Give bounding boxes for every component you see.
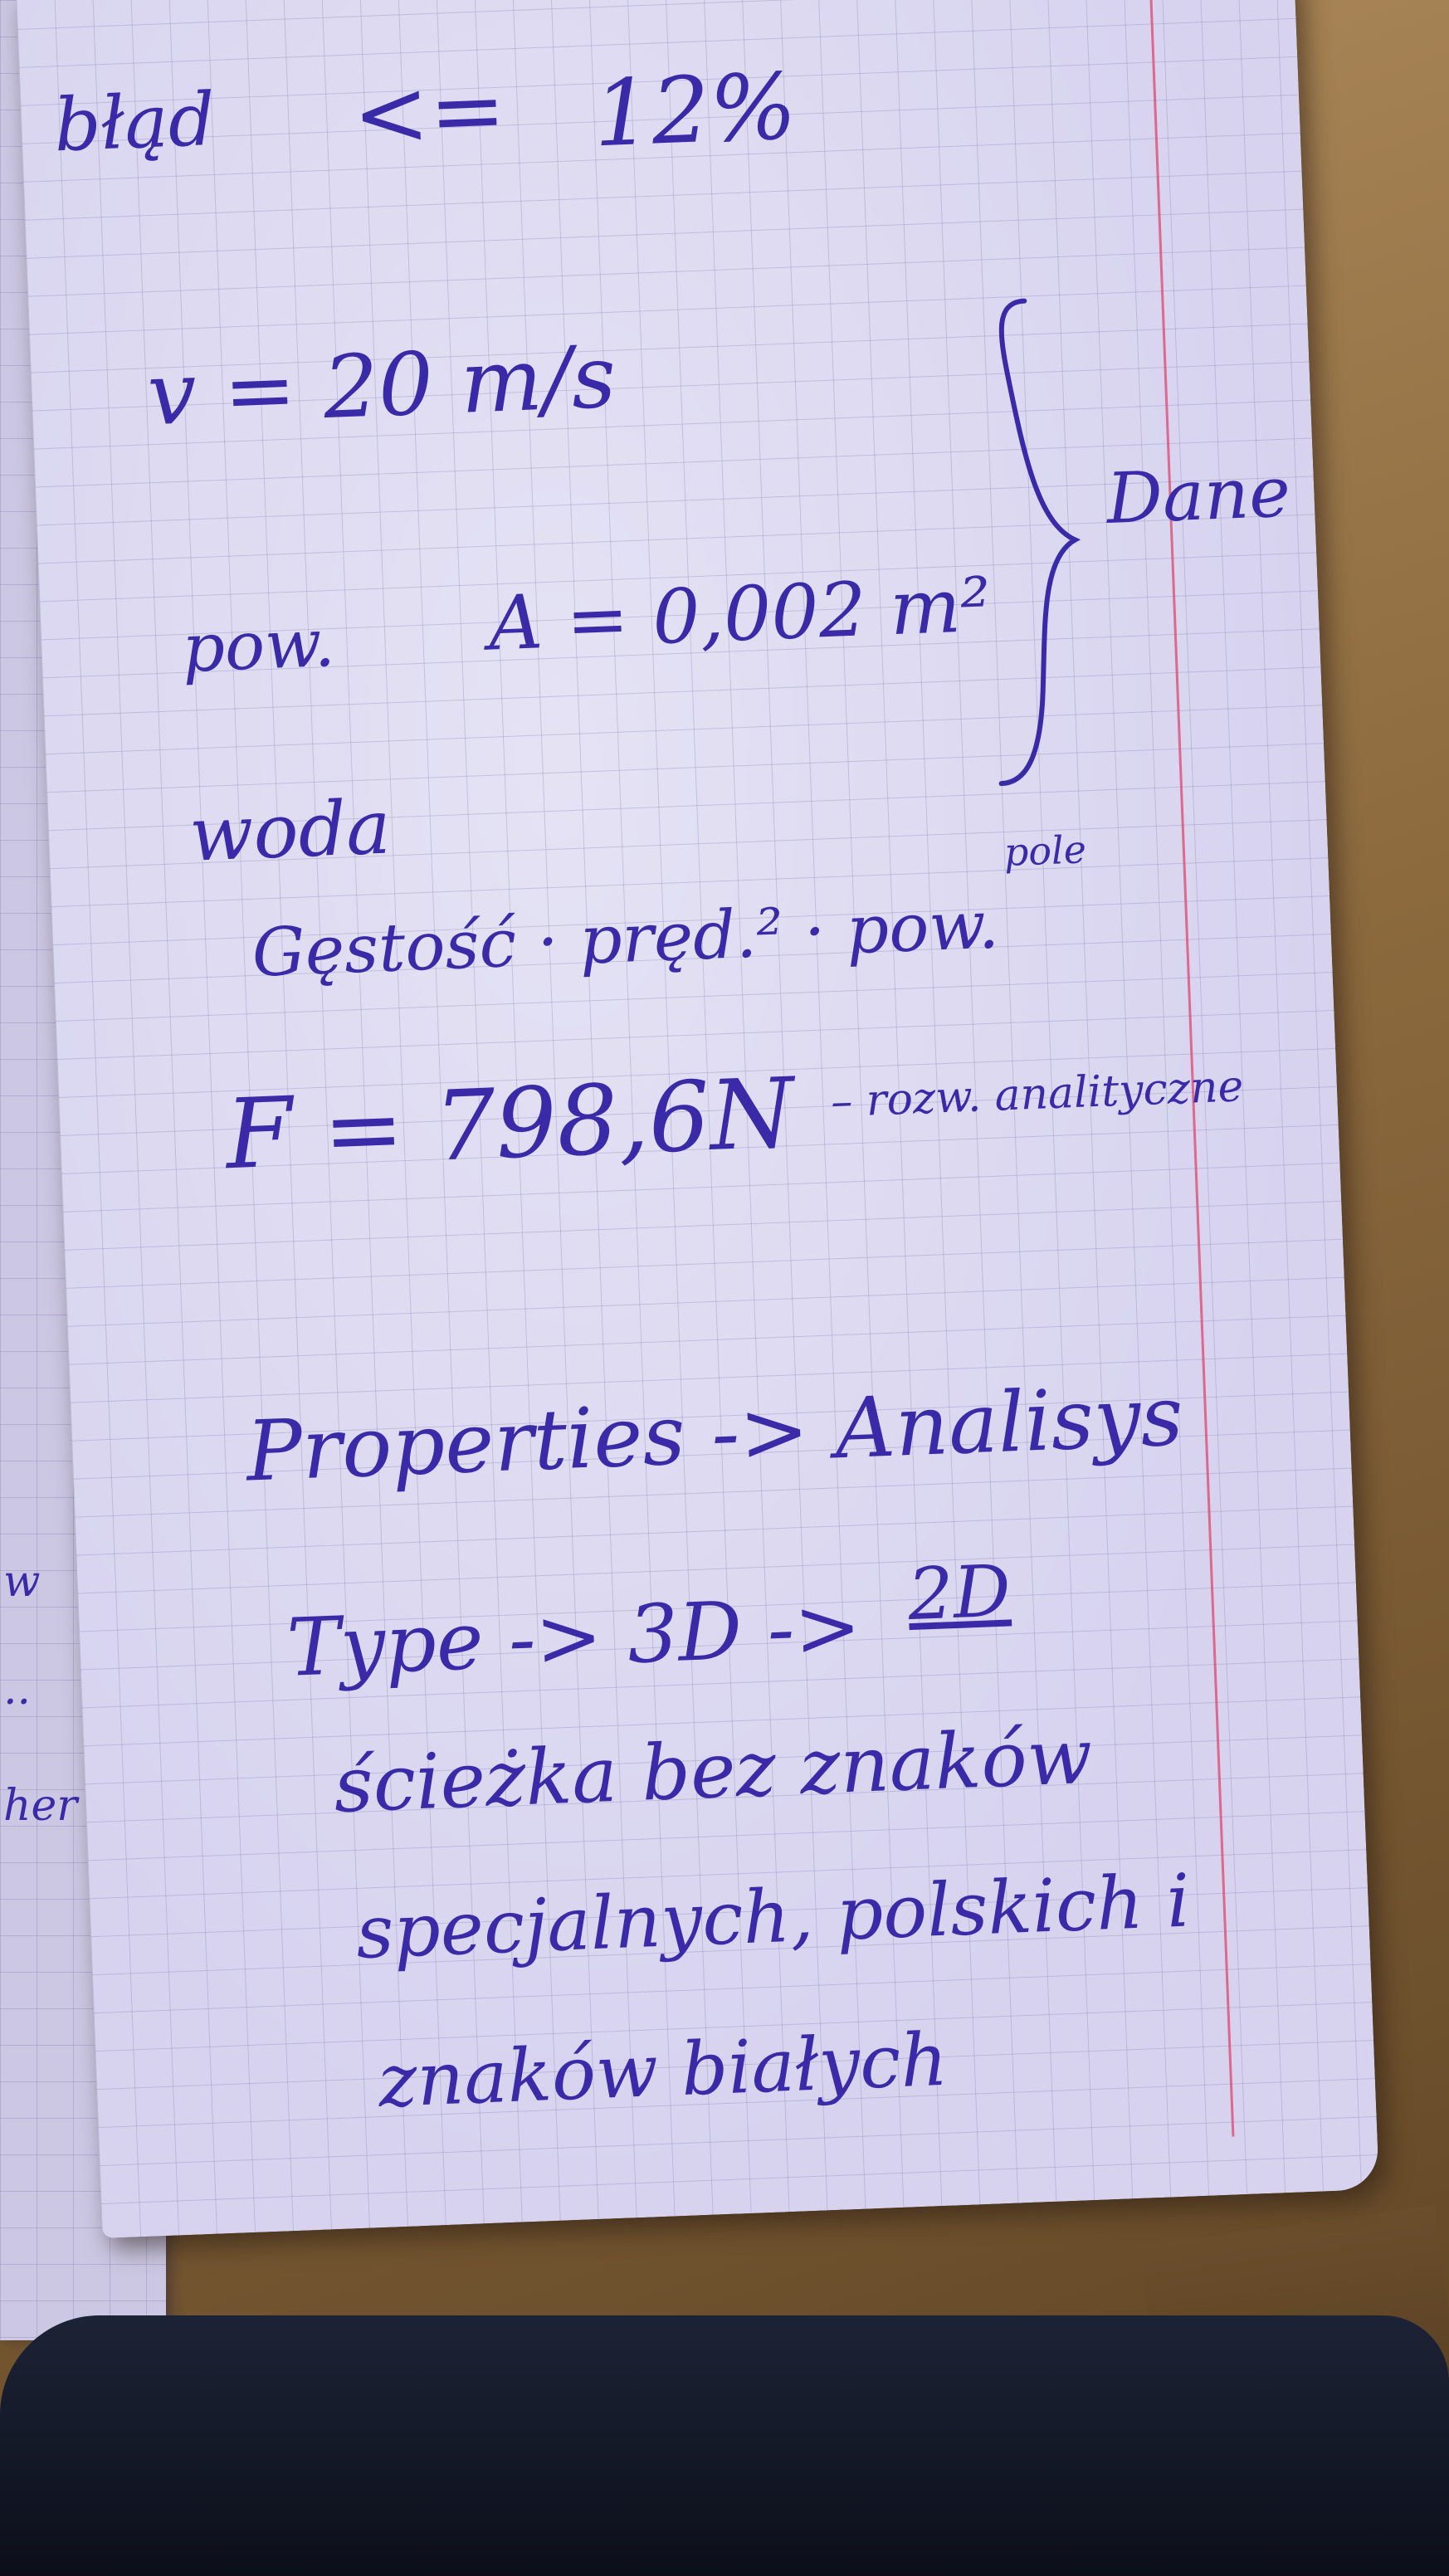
instruction-whitespace: znaków białych xyxy=(377,2016,949,2125)
instruction-properties: Properties -> Analisys xyxy=(244,1367,1185,1500)
left-page-fragment: her xyxy=(3,1781,78,1831)
instruction-type-prefix: Type -> 3D -> xyxy=(285,1579,863,1695)
given-bracket xyxy=(974,290,1118,792)
error-operator: <= xyxy=(350,56,508,168)
instruction-special: specjalnych, polskich i xyxy=(354,1857,1192,1975)
fluid-label: woda xyxy=(188,783,393,879)
left-page-fragment: .. xyxy=(3,1665,32,1715)
force-result: F = 798,6N xyxy=(223,1057,797,1192)
velocity-value: v = 20 m/s xyxy=(145,325,618,446)
result-note: – rozw. analityczne xyxy=(830,1061,1245,1128)
pole-note: pole xyxy=(1003,827,1087,876)
formula-expression: Gęstość · pręd.² · pow. xyxy=(251,886,1001,992)
instruction-path: ścieżka bez znaków xyxy=(332,1711,1095,1830)
left-page-fragment: w xyxy=(3,1557,41,1607)
bracket-label: Dane xyxy=(1105,451,1292,539)
area-value: A = 0,002 m² xyxy=(486,561,993,668)
instruction-type-choice: 2D xyxy=(906,1549,1012,1637)
notebook-page xyxy=(16,0,1379,2238)
error-value: 12% xyxy=(591,53,799,168)
area-label: pow. xyxy=(180,603,337,687)
error-label: błąd xyxy=(52,76,217,168)
dark-bag-foreground xyxy=(0,2315,1449,2576)
